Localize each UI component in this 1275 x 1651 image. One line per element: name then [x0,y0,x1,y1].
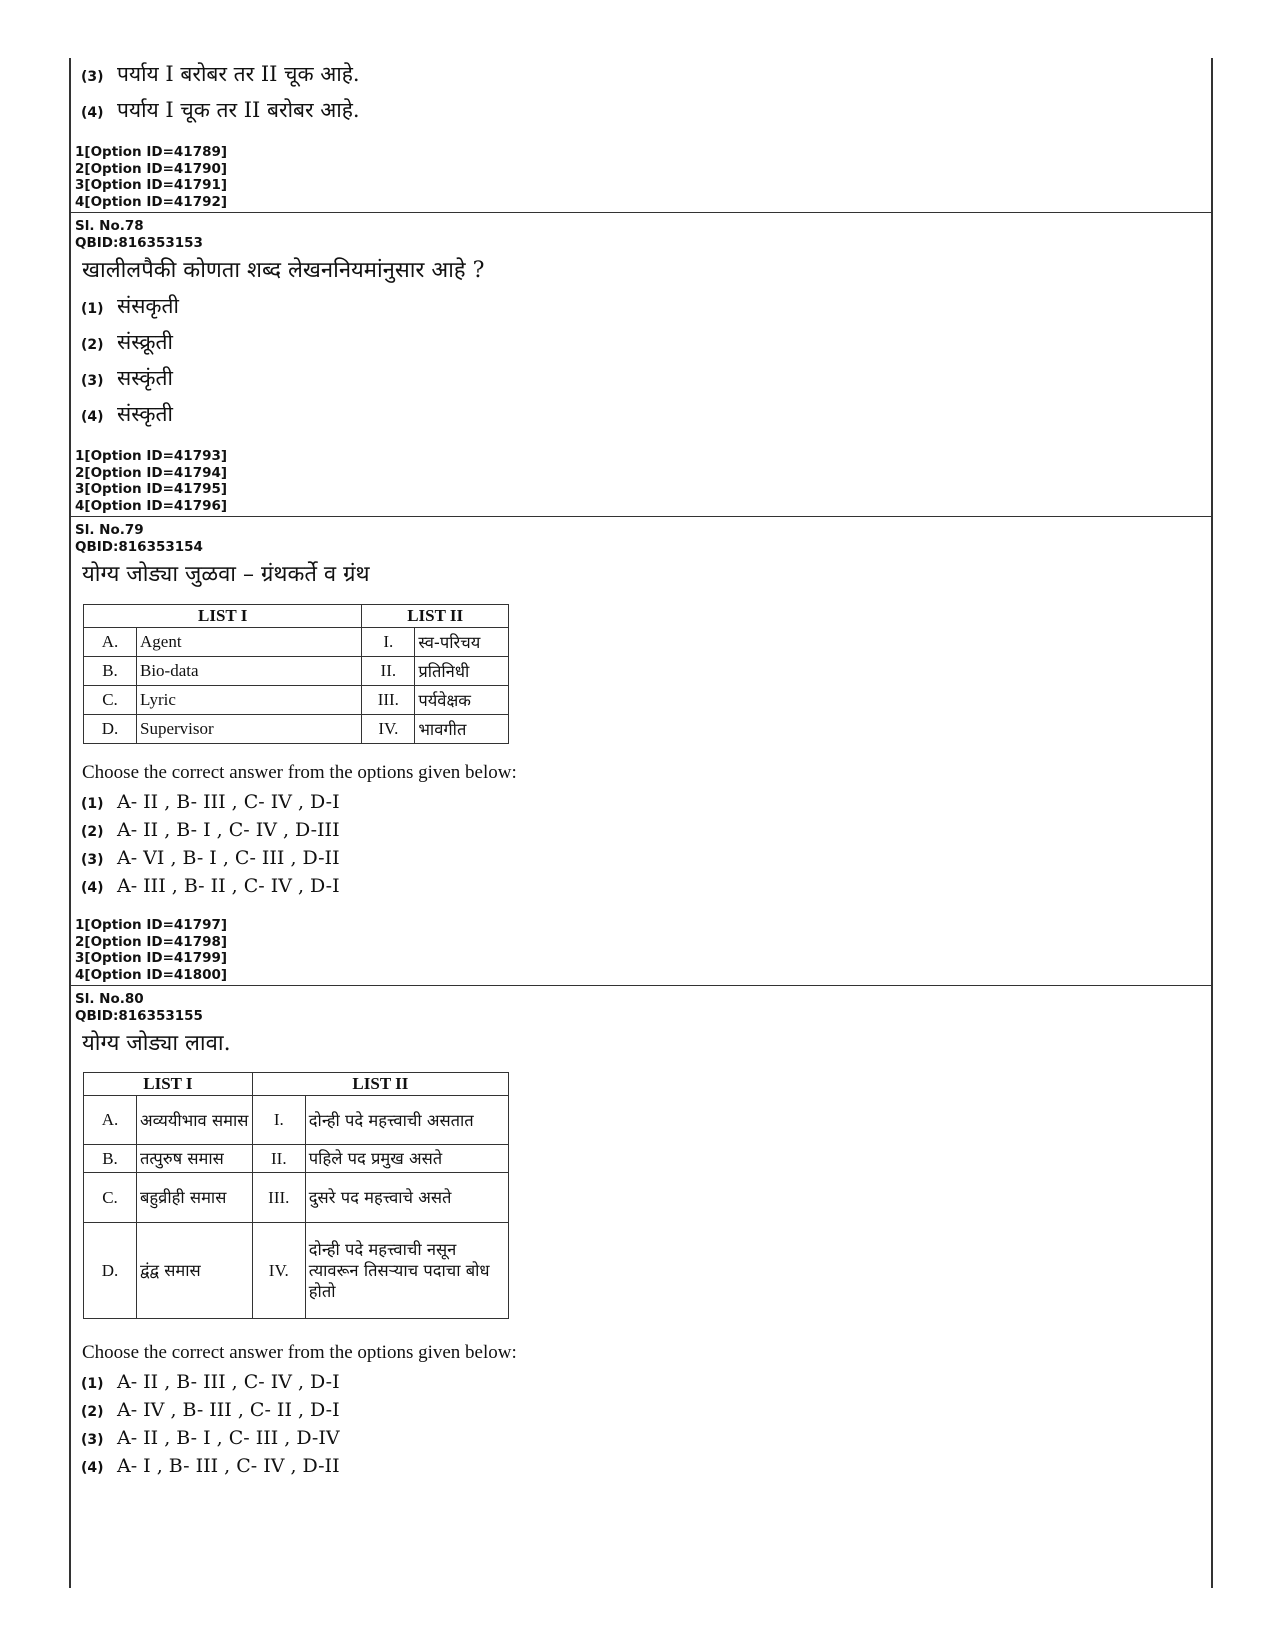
row-numeral: III. [252,1173,305,1223]
list-1-item: द्वंद्व समास [137,1223,253,1319]
option-number: (3) [81,852,104,868]
list-2-item: दोन्ही पदे महत्त्वाची नसून त्यावरून तिसऱ्याच पदाचा बोध होतो [305,1223,508,1319]
option-text: संसकृती [117,294,179,318]
row-letter: B. [84,657,137,686]
row-numeral: III. [362,686,415,715]
sl-no: Sl. No.78 [75,218,144,234]
q79-option-2 [81,819,340,841]
row-numeral: II. [362,657,415,686]
question-paper-frame [69,58,1213,1588]
q80-option-2 [81,1399,340,1421]
option-text: संस्क्रूती [117,330,173,354]
option-id: 3[Option ID=41795] [75,481,228,497]
q80-question: योग्य जोड्या लावा. [82,1031,231,1056]
option-number: (3) [81,69,104,85]
q77-option-4 [81,96,360,124]
option-text: पर्याय I बरोबर तर II चूक आहे. [117,62,360,86]
option-id: 3[Option ID=41791] [75,177,228,193]
sl-no: Sl. No.79 [75,522,144,538]
option-text: A- VI , B- I , C- III , D-II [117,847,340,869]
list-1-header: LIST I [84,605,362,628]
table-row [84,1145,509,1173]
option-number: (2) [81,337,104,353]
option-number: (2) [81,1404,104,1420]
option-text: A- I , B- III , C- IV , D-II [117,1455,340,1477]
row-numeral: II. [252,1145,305,1173]
table-row [84,657,509,686]
row-numeral: I. [252,1096,305,1145]
table-row [84,1096,509,1145]
q79-match-table [83,604,509,744]
list-1-item: तत्पुरुष समास [137,1145,253,1173]
row-numeral: IV. [362,715,415,744]
table-row [84,686,509,715]
option-number: (1) [81,1376,104,1392]
list-1-item: Supervisor [137,715,362,744]
q80-header [75,991,203,1024]
q79-header [75,522,203,555]
option-text: A- II , B- III , C- IV , D-I [117,1371,340,1393]
option-number: (4) [81,409,104,425]
qbid: QBID:816353155 [75,1007,203,1024]
list-1-item: Lyric [137,686,362,715]
option-id: 1[Option ID=41793] [75,448,228,464]
list-2-header: LIST II [362,605,509,628]
q79-option-4 [81,875,340,897]
table-row [84,1173,509,1223]
row-numeral: I. [362,628,415,657]
option-text: A- IV , B- III , C- II , D-I [117,1399,340,1421]
q78-question: खालीलपैकी कोणता शब्द लेखननियमांनुसार आहे ? [82,258,485,283]
q80-match-table [83,1072,509,1319]
row-letter: D. [84,1223,137,1319]
option-text: A- III , B- II , C- IV , D-I [117,875,340,897]
qbid: QBID:816353154 [75,538,203,555]
option-id: 2[Option ID=41790] [75,160,228,177]
list-2-item: पहिले पद प्रमुख असते [305,1145,508,1173]
list-1-item: Bio-data [137,657,362,686]
option-number: (2) [81,824,104,840]
q77-option-ids [75,144,227,210]
row-letter: C. [84,1173,137,1223]
option-id: 4[Option ID=41792] [75,193,228,210]
row-letter: D. [84,715,137,744]
q79-question: योग्य जोड्या जुळवा – ग्रंथकर्ते व ग्रंथ [82,562,370,587]
q79-instruction: Choose the correct answer from the options given below: [82,762,517,783]
list-2-item: स्व-परिचय [415,628,509,657]
option-id: 2[Option ID=41798] [75,933,228,950]
option-number: (1) [81,796,104,812]
question-divider [71,212,1211,213]
row-letter: C. [84,686,137,715]
option-number: (4) [81,880,104,896]
option-number: (3) [81,373,104,389]
list-2-item: दोन्ही पदे महत्त्वाची असतात [305,1096,508,1145]
list-2-item: दुसरे पद महत्त्वाचे असते [305,1173,508,1223]
list-1-item: बहुव्रीही समास [137,1173,253,1223]
qbid: QBID:816353153 [75,234,203,251]
list-1-item: Agent [137,628,362,657]
q78-option-3 [81,364,173,392]
question-divider [71,985,1211,986]
option-number: (1) [81,301,104,317]
table-row [84,1223,509,1319]
option-text: A- II , B- I , C- III , D-IV [117,1427,340,1449]
option-text: सस्कृंती [117,366,173,390]
option-id: 1[Option ID=41797] [75,917,228,933]
list-2-item: प्रतिनिधी [415,657,509,686]
q80-option-3 [81,1427,340,1449]
option-id: 4[Option ID=41796] [75,497,228,514]
option-id: 3[Option ID=41799] [75,950,228,966]
q80-option-4 [81,1455,340,1477]
sl-no: Sl. No.80 [75,991,144,1007]
list-1-header: LIST I [84,1073,253,1096]
table-row [84,628,509,657]
q78-option-1 [81,292,179,320]
q78-option-4 [81,400,173,428]
q80-option-1 [81,1371,340,1393]
q77-option-3 [81,60,360,88]
option-text: A- II , B- III , C- IV , D-I [117,791,340,813]
list-1-item: अव्ययीभाव समास [137,1096,253,1145]
option-text: A- II , B- I , C- IV , D-III [117,819,340,841]
row-letter: A. [84,1096,137,1145]
row-letter: A. [84,628,137,657]
option-id: 2[Option ID=41794] [75,464,228,481]
option-text: पर्याय I चूक तर II बरोबर आहे. [117,98,360,122]
table-row [84,715,509,744]
q78-option-2 [81,328,173,356]
list-2-item: पर्यवेक्षक [415,686,509,715]
option-id: 4[Option ID=41800] [75,966,228,983]
option-number: (4) [81,1460,104,1476]
row-numeral: IV. [252,1223,305,1319]
option-id: 1[Option ID=41789] [75,144,228,160]
q80-instruction: Choose the correct answer from the options given below: [82,1342,517,1363]
q78-option-ids [75,448,227,514]
q79-option-ids [75,917,227,983]
q78-header [75,218,203,251]
option-number: (3) [81,1432,104,1448]
list-2-header: LIST II [252,1073,508,1096]
q79-option-3 [81,847,340,869]
question-divider [71,516,1211,517]
option-text: संस्कृती [117,402,173,426]
list-2-item: भावगीत [415,715,509,744]
q79-option-1 [81,791,340,813]
option-number: (4) [81,105,104,121]
row-letter: B. [84,1145,137,1173]
